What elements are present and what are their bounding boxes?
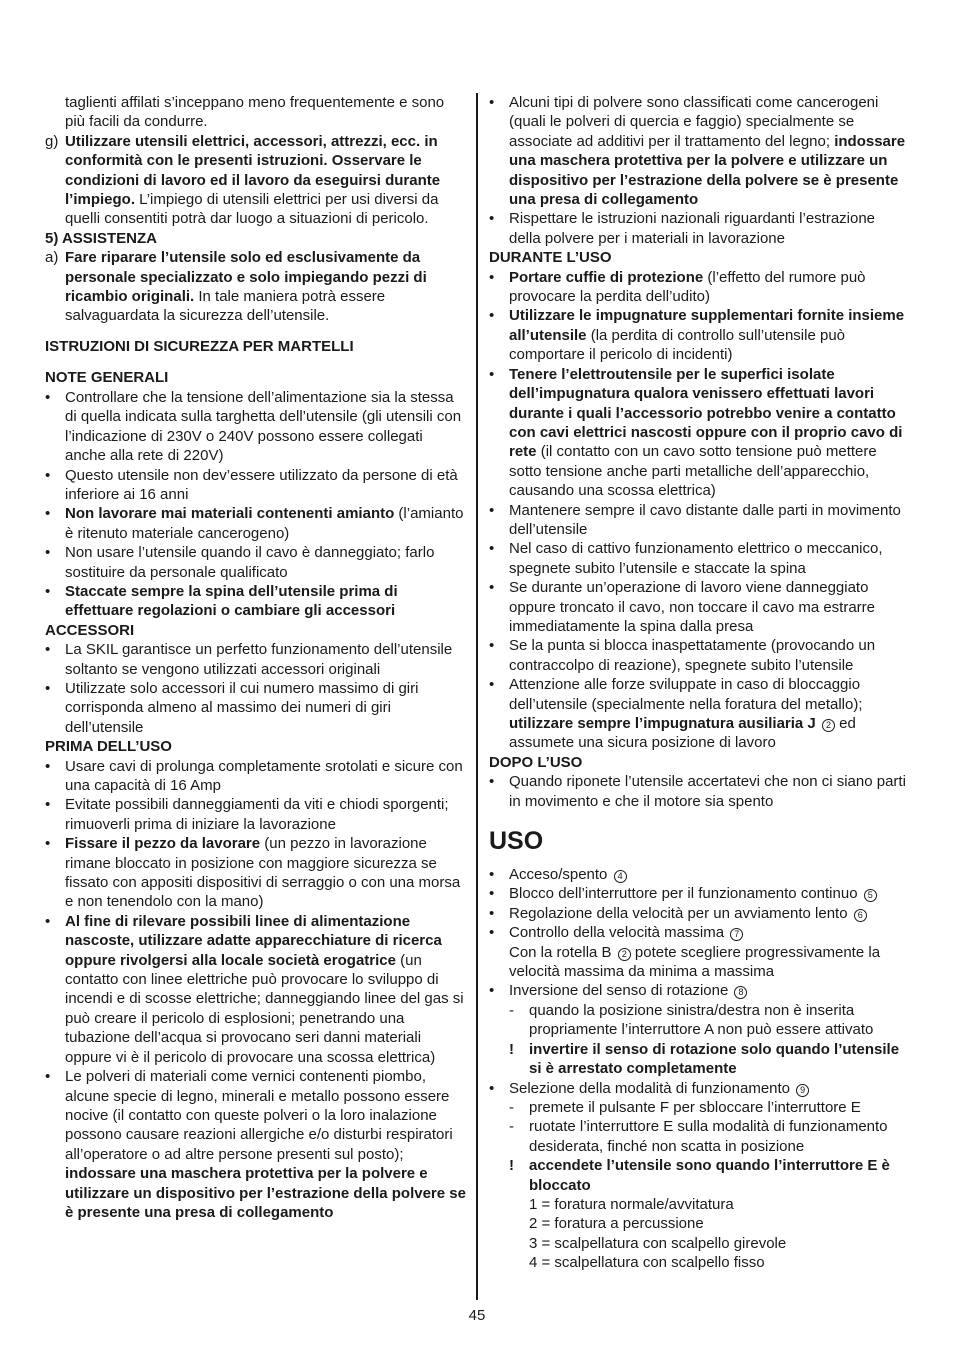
warning-text: accendete l’utensile sono quando l’interruttore E è bloccato <box>529 1157 890 1194</box>
warning-text: invertire il senso di rotazione solo quando l’utensile si è arrestato completamente <box>529 1040 900 1078</box>
list-item-text: Questo utensile non dev’essere utilizzato da persone di età inferiore ai 16 anni <box>65 466 458 503</box>
list-item-text: Selezione della modalità di funzionamento <box>509 1079 791 1097</box>
list-item <box>489 365 909 501</box>
list-item <box>489 501 909 540</box>
bullet-icon: • <box>45 641 51 659</box>
list-item <box>489 636 909 675</box>
list-item <box>489 923 909 942</box>
list-item-text: (un pezzo in lavorazione rimane bloccato in posizione con maggiore sicurezza se fissato con appositi dispositivi di serraggio o con una morsa e non tenendolo con la mano) <box>65 835 461 911</box>
list-item-text: Le polveri di materiali come vernici contenenti piombo, alcune specie di legno, minerali e metallo possono essere nocive (il contatto con queste polveri o la loro inalazione possono causare reazioni allergiche e/o disturbi respiratori all’operatore o ad altre persone presenti sul posto); <box>65 1068 453 1163</box>
sub-item-text: premete il pulsante F per sbloccare l’interruttore E <box>529 1098 861 1116</box>
dash-icon: - <box>509 1118 514 1136</box>
list-item-bold: utilizzare sempre l’impugnatura ausiliaria J <box>509 715 816 732</box>
list-item <box>45 504 467 543</box>
list-item <box>45 466 467 505</box>
bullet-icon: • <box>45 544 51 562</box>
heading-dopo-uso: DOPO L’USO <box>489 753 583 771</box>
bullet-icon: • <box>489 924 495 942</box>
figure-ref-4-icon: 4 <box>614 870 627 883</box>
warning-icon: ! <box>509 1157 514 1175</box>
list-item-text: Rispettare le istruzioni nazionali riguardanti l’estrazione della polvere per i materiali in lavorazione <box>509 210 876 247</box>
list-item-text: (l’amianto è ritenuto materiale cancerogeno) <box>65 505 464 542</box>
list-item-text: Acceso/spento <box>509 866 608 884</box>
bullet-icon: • <box>45 466 51 484</box>
list-item-text: Attenzione alle forze sviluppate in caso di bloccaggio dell’utensile (specialmente nella foratura del metallo); <box>509 676 863 713</box>
figure-ref-2-icon: 2 <box>618 948 631 961</box>
bullet-icon: • <box>489 637 495 655</box>
section-title-uso: USO <box>489 827 544 856</box>
list-item-text: (il contatto con un cavo sotto tensione può mettere sotto tensione anche parti metalliche dell’apparecchio, causando una scossa elettrica) <box>509 443 877 500</box>
mode-line: 4 = scalpellatura con scalpello fisso <box>529 1254 765 1272</box>
heading-istruzioni: ISTRUZIONI DI SICUREZZA PER MARTELLI <box>45 338 354 356</box>
list-item <box>45 388 467 466</box>
list-item <box>45 640 467 679</box>
bullet-icon: • <box>489 1079 495 1097</box>
list-item <box>489 578 909 636</box>
item-a-bold: Fare riparare l’utensile solo ed esclusivamente da personale specializzato e solo impiegando pezzi di ricambio originali. <box>65 249 427 306</box>
list-item <box>489 93 909 209</box>
list-item-text: Quando riponete l’utensile accertatevi che non ci siano parti in movimento e che il motore sia spento <box>509 773 906 810</box>
list-item-text: Alcuni tipi di polvere sono classificati come cancerogeni (quali le polveri di quercia e faggio) specialmente se associate ad additivi per il trattamento del legno; <box>509 94 879 150</box>
bullet-icon: • <box>489 579 495 597</box>
figure-ref-8-icon: 8 <box>734 986 747 999</box>
list-item <box>45 834 467 912</box>
bullet-icon: • <box>45 505 51 523</box>
item-a-text: In tale maniera potrà essere salvaguardata la sicurezza dell’utensile. <box>65 288 386 325</box>
bullet-icon: • <box>489 773 495 791</box>
bullet-icon: • <box>45 835 51 853</box>
list-item <box>45 679 467 737</box>
right-column <box>489 93 909 1273</box>
sub-item <box>489 1001 909 1040</box>
list-item <box>489 675 909 753</box>
mode-line: 2 = foratura a percussione <box>529 1215 704 1233</box>
list-item-text: Se durante un’operazione di lavoro viene danneggiato oppure troncato il cavo, non toccare il cavo ma estrarre immediatamente la spina dalla presa <box>509 579 876 635</box>
item-g <box>45 132 467 229</box>
list-item-text: (un contatto con linee elettriche può provocare lo sviluppo di incendi e di scosse elettriche; danneggiando linee del gas si può creare il pericolo di esplosioni; penetrando una tubazione dell’acqua si provocano seri danni materiali oppure vi è il pericolo di provocare una scossa elettrica) <box>65 951 464 1066</box>
bullet-icon: • <box>45 582 51 600</box>
continuation-text-b: potete scegliere progressivamente la velocità massima da minima a massima <box>509 943 881 981</box>
list-item-text: Controllare che la tensione dell’alimentazione sia la stessa di quella indicata sulla targhetta dell’utensile (gli utensili con l’indicazione di 230V o 240V possono essere collegati anche alla rete di 220V) <box>65 388 462 465</box>
bullet-icon: • <box>45 1068 51 1086</box>
intro-paragraph: taglienti affilati s’inceppano meno frequentemente e sono più facili da condurre. <box>65 94 445 131</box>
list-item-text: Utilizzate solo accessori il cui numero massimo di giri corrisponda almeno al massimo dei numeri di giri dell’utensile <box>65 679 419 736</box>
list-item-text: Inversione del senso di rotazione <box>509 982 729 1000</box>
bullet-icon: • <box>489 307 495 325</box>
sub-item <box>489 1098 909 1117</box>
mode-line: 3 = scalpellatura con scalpello girevole <box>529 1234 787 1252</box>
item-a <box>45 248 467 326</box>
warning-icon: ! <box>509 1040 514 1058</box>
list-item-bold: Staccate sempre la spina dell’utensile prima di effettuare regolazioni o cambiare gli accessori <box>65 582 398 620</box>
bullet-icon: • <box>489 94 495 111</box>
list-item <box>45 1067 467 1222</box>
list-item <box>489 865 909 884</box>
dash-icon: - <box>509 1001 514 1019</box>
column-divider <box>476 93 478 1300</box>
bullet-icon: • <box>489 210 495 228</box>
sub-item-text: quando la posizione sinistra/destra non è inserita propriamente l’interruttore A non può essere attivato <box>529 1001 874 1039</box>
list-item <box>489 209 909 248</box>
heading-note-generali: NOTE GENERALI <box>45 369 169 387</box>
list-item-text: Evitate possibili danneggiamenti da viti e chiodi sporgenti; rimuoverli prima di iniziare la lavorazione <box>65 796 449 833</box>
list-item <box>45 757 467 796</box>
figure-ref-9-icon: 9 <box>796 1084 809 1097</box>
bullet-icon: • <box>489 982 495 1000</box>
list-item-text: La SKIL garantisce un perfetto funzionamento dell’utensile soltanto se vengono utilizzati accessori originali <box>65 641 453 678</box>
list-item <box>489 1079 909 1098</box>
list-item <box>489 981 909 1000</box>
list-item-bold: Utilizzare le impugnature supplementari fornite insieme all’utensile <box>509 307 905 344</box>
list-item-text: Blocco dell’interruttore per il funzionamento continuo <box>509 885 858 903</box>
figure-ref-2-icon: 2 <box>822 719 835 732</box>
list-item <box>489 306 909 364</box>
left-column <box>45 93 467 1222</box>
list-item-bold: Non lavorare mai materiali contenenti amianto <box>65 505 395 523</box>
figure-ref-5-icon: 5 <box>864 889 877 902</box>
warning-item <box>489 1156 909 1195</box>
bullet-icon: • <box>489 268 495 286</box>
list-item <box>489 904 909 923</box>
bullet-icon: • <box>489 676 495 694</box>
bullet-icon: • <box>45 757 51 775</box>
dash-icon: - <box>509 1098 514 1116</box>
list-item <box>489 539 909 578</box>
list-item-bold: Fissare il pezzo da lavorare <box>65 835 261 853</box>
list-item-bold: Tenere l’elettroutensile per le superfici isolate dell’impugnatura qualora venissero effettuati lavori durante i quali l’accessorio potrebbo venire a contatto con cavi elettrici nascosti oppure con il proprio cavo di rete <box>509 365 903 461</box>
list-item-text: Usare cavi di prolunga completamente srotolati e sicure con una capacità di 16 Amp <box>65 757 463 794</box>
warning-item <box>489 1040 909 1079</box>
list-item-bold: Portare cuffie di protezione <box>509 268 704 286</box>
list-item <box>489 884 909 903</box>
bullet-icon: • <box>45 679 51 697</box>
continuation-text-a: Con la rotella B <box>509 943 612 961</box>
bullet-icon: • <box>45 796 51 814</box>
heading-accessori: ACCESSORI <box>45 621 135 639</box>
list-item <box>45 912 467 1067</box>
list-item-text: Controllo della velocità massima <box>509 924 725 942</box>
item-g-marker: g) <box>45 132 59 150</box>
item-g-bold: Utilizzare utensili elettrici, accessori, attrezzi, ecc. in conformità con le presenti istruzioni. Osservare le condizioni di lavoro ed il lavoro da eseguirsi durante l’impiego. <box>65 132 441 209</box>
list-item <box>489 772 909 811</box>
bullet-icon: • <box>489 866 495 884</box>
list-item-text: Non usare l’utensile quando il cavo è danneggiato; farlo sostituire da personale qualificato <box>65 544 435 581</box>
item-g-text: L’impiego di utensili elettrici per usi diversi da quelli consentiti potrà dar luogo a situazioni di pericolo. <box>65 191 439 228</box>
heading-assistenza: 5) ASSISTENZA <box>45 229 157 247</box>
item-a-marker: a) <box>45 249 59 267</box>
heading-prima-uso: PRIMA DELL’USO <box>45 738 172 756</box>
mode-line: 1 = foratura normale/avvitatura <box>529 1195 734 1213</box>
bullet-icon: • <box>489 501 495 519</box>
bullet-icon: • <box>489 885 495 903</box>
bullet-icon: • <box>489 540 495 558</box>
list-item <box>45 543 467 582</box>
list-item-text: Se la punta si blocca inaspettatamente (provocando un contraccolpo di reazione), spegnete subito l’utensile <box>509 637 876 674</box>
sub-item <box>489 1117 909 1156</box>
list-item <box>45 582 467 621</box>
list-item-bold: indossare una maschera protettiva per la polvere e utilizzare un dispositivo per l’estrazione della polvere se è presente una presa di collegamento <box>65 1165 466 1221</box>
list-item <box>45 795 467 834</box>
list-item-bold: indossare una maschera protettiva per la polvere e utilizzare un dispositivo per l’estrazione della polvere se è presente una presa di collegamento <box>509 132 906 209</box>
sub-item-text: ruotate l’interruttore E sulla modalità di funzionamento desiderata, finché non scatta in posizione <box>529 1118 888 1155</box>
list-item-text: Nel caso di cattivo funzionamento elettrico o meccanico, spegnete subito l’utensile e staccate la spina <box>509 540 883 577</box>
list-item-text: (l’effetto del rumore può provocare la perdita dell’udito) <box>509 268 866 306</box>
figure-ref-6-icon: 6 <box>854 909 867 922</box>
list-item-text: Mantenere sempre il cavo distante dalle parti in movimento dell’utensile <box>509 501 901 538</box>
list-item-bold: Al fine di rilevare possibili linee di alimentazione nascoste, utilizzare adatte apparecchiature di ricerca oppure rivolgersi alla locale società erogatrice <box>65 912 442 969</box>
page-number: 45 <box>468 1307 486 1324</box>
heading-durante-uso: DURANTE L’USO <box>489 249 612 267</box>
bullet-icon: • <box>45 912 51 930</box>
bullet-icon: • <box>45 388 51 406</box>
bullet-icon: • <box>489 904 495 922</box>
list-item-text: Regolazione della velocità per un avviamento lento <box>509 904 848 922</box>
bullet-icon: • <box>489 365 495 383</box>
list-item-text: ed assumete una sicura posizione di lavoro <box>509 715 856 752</box>
continuation-text <box>489 943 909 982</box>
list-item-text: (la perdita di controllo sull’utensile può comportare il pericolo di incidenti) <box>509 326 846 364</box>
figure-ref-7-icon: 7 <box>730 928 743 941</box>
list-item <box>489 268 909 307</box>
